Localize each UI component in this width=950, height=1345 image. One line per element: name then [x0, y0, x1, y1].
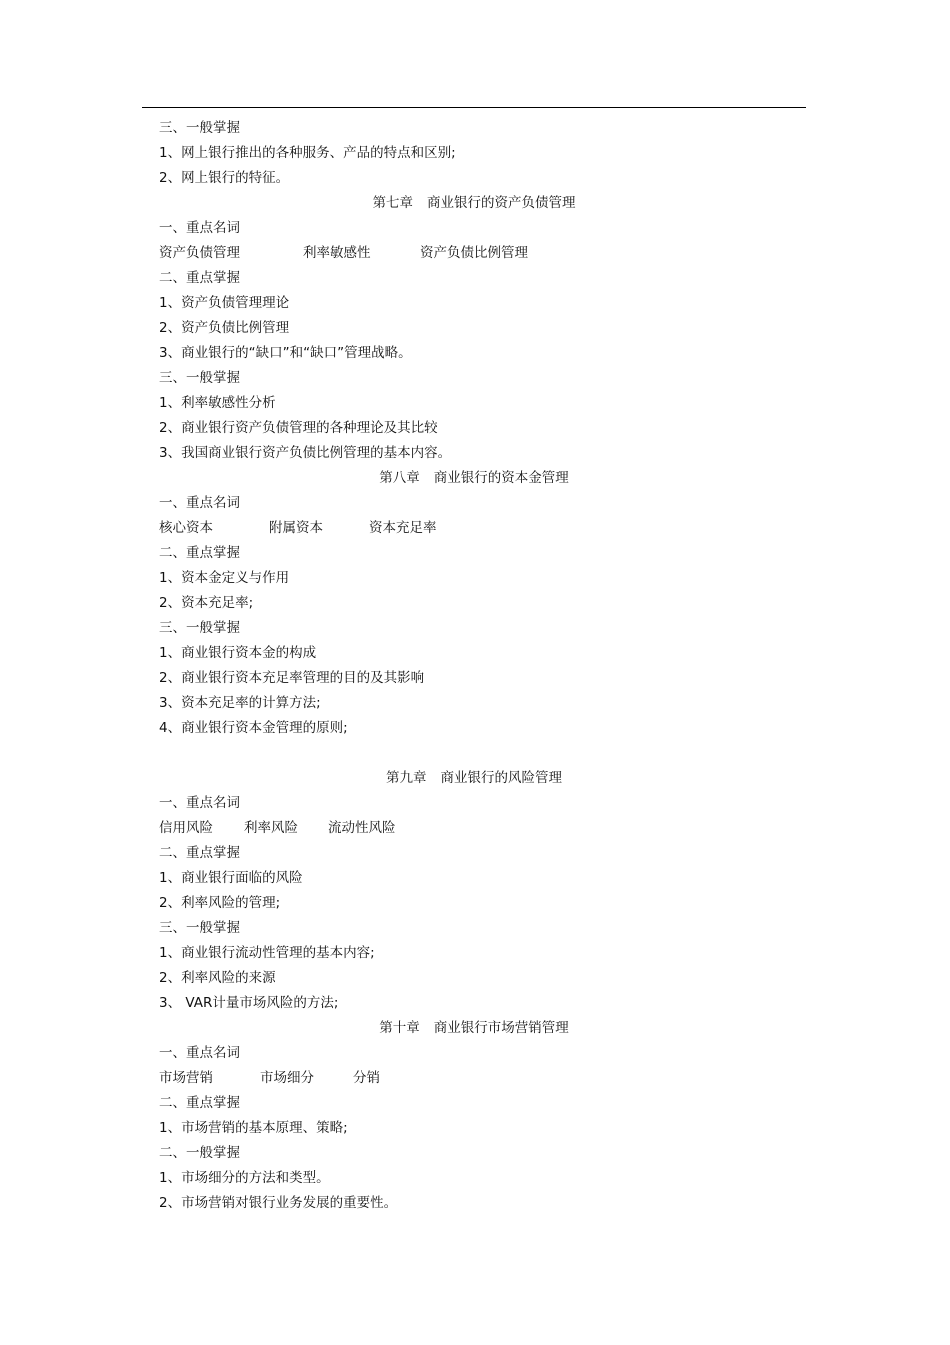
- list-item: 2、市场营销对银行业务发展的重要性。: [159, 1195, 398, 1211]
- key-term: 资产负债管理: [159, 245, 240, 261]
- list-item: 1、市场营销的基本原理、策略;: [159, 1120, 348, 1136]
- list-item: 1、商业银行面临的风险: [159, 870, 303, 886]
- list-item: 3、 VAR计量市场风险的方法;: [159, 995, 339, 1011]
- section-heading: 二、重点掌握: [159, 845, 240, 861]
- key-term: 利率风险: [244, 820, 298, 836]
- key-term: 分销: [353, 1070, 380, 1086]
- list-item: 4、商业银行资本金管理的原则;: [159, 720, 348, 736]
- key-term: 资本充足率: [369, 520, 437, 536]
- list-item: 2、商业银行资产负债管理的各种理论及其比较: [159, 420, 438, 436]
- list-item: 2、资产负债比例管理: [159, 320, 290, 336]
- section-heading: 三、一般掌握: [159, 120, 240, 136]
- chapter-number: 第九章: [386, 770, 427, 786]
- document-body: [159, 116, 789, 1216]
- chapter-number: 第八章: [379, 470, 420, 486]
- list-item: 1、资本金定义与作用: [159, 570, 290, 586]
- chapter-title-8: [159, 466, 789, 491]
- key-terms-row: [159, 241, 789, 266]
- section-heading: 一、重点名词: [159, 795, 240, 811]
- key-terms-row: [159, 1066, 789, 1091]
- key-term: 资产负债比例管理: [420, 245, 528, 261]
- list-item: 1、网上银行推出的各种服务、产品的特点和区别;: [159, 145, 456, 161]
- section-heading: 三、一般掌握: [159, 920, 240, 936]
- section-heading: 二、重点掌握: [159, 545, 240, 561]
- chapter-number: 第七章: [372, 195, 413, 211]
- header-rule: [142, 107, 806, 108]
- list-item: 1、商业银行资本金的构成: [159, 645, 317, 661]
- section-heading: 一、重点名词: [159, 495, 240, 511]
- key-term: 信用风险: [159, 820, 213, 836]
- chapter-title-10: [159, 1016, 789, 1041]
- list-item: 3、我国商业银行资产负债比例管理的基本内容。: [159, 445, 452, 461]
- chapter-name: 商业银行的风险管理: [440, 770, 562, 786]
- key-term: 市场细分: [260, 1070, 314, 1086]
- list-item: 1、资产负债管理理论: [159, 295, 290, 311]
- key-term: 市场营销: [159, 1070, 213, 1086]
- list-item: 2、网上银行的特征。: [159, 170, 290, 186]
- section-heading: 二、一般掌握: [159, 1145, 240, 1161]
- list-item: 1、利率敏感性分析: [159, 395, 276, 411]
- chapter-name: 商业银行市场营销管理: [433, 1020, 569, 1036]
- list-item: 2、利率风险的来源: [159, 970, 276, 986]
- key-term: 附属资本: [269, 520, 323, 536]
- spacer: [159, 741, 789, 766]
- list-item: 1、商业银行流动性管理的基本内容;: [159, 945, 375, 961]
- chapter-number: 第十章: [379, 1020, 420, 1036]
- chapter-title-9: [159, 766, 789, 791]
- section-heading: 三、一般掌握: [159, 370, 240, 386]
- key-term: 流动性风险: [328, 820, 396, 836]
- list-item: 3、商业银行的“缺口”和“缺口”管理战略。: [159, 345, 412, 361]
- section-heading: 三、一般掌握: [159, 620, 240, 636]
- section-heading: 二、重点掌握: [159, 1095, 240, 1111]
- key-terms-row: [159, 516, 789, 541]
- list-item: 3、资本充足率的计算方法;: [159, 695, 321, 711]
- list-item: 2、利率风险的管理;: [159, 895, 281, 911]
- chapter-title-7: [159, 191, 789, 216]
- list-item: 1、市场细分的方法和类型。: [159, 1170, 330, 1186]
- chapter-name: 商业银行的资本金管理: [433, 470, 569, 486]
- section-heading: 二、重点掌握: [159, 270, 240, 286]
- chapter-name: 商业银行的资产负债管理: [427, 195, 576, 211]
- section-heading: 一、重点名词: [159, 220, 240, 236]
- section-heading: 一、重点名词: [159, 1045, 240, 1061]
- list-item: 2、商业银行资本充足率管理的目的及其影响: [159, 670, 425, 686]
- list-item: 2、资本充足率;: [159, 595, 254, 611]
- key-term: 利率敏感性: [303, 245, 371, 261]
- key-terms-row: [159, 816, 789, 841]
- key-term: 核心资本: [159, 520, 213, 536]
